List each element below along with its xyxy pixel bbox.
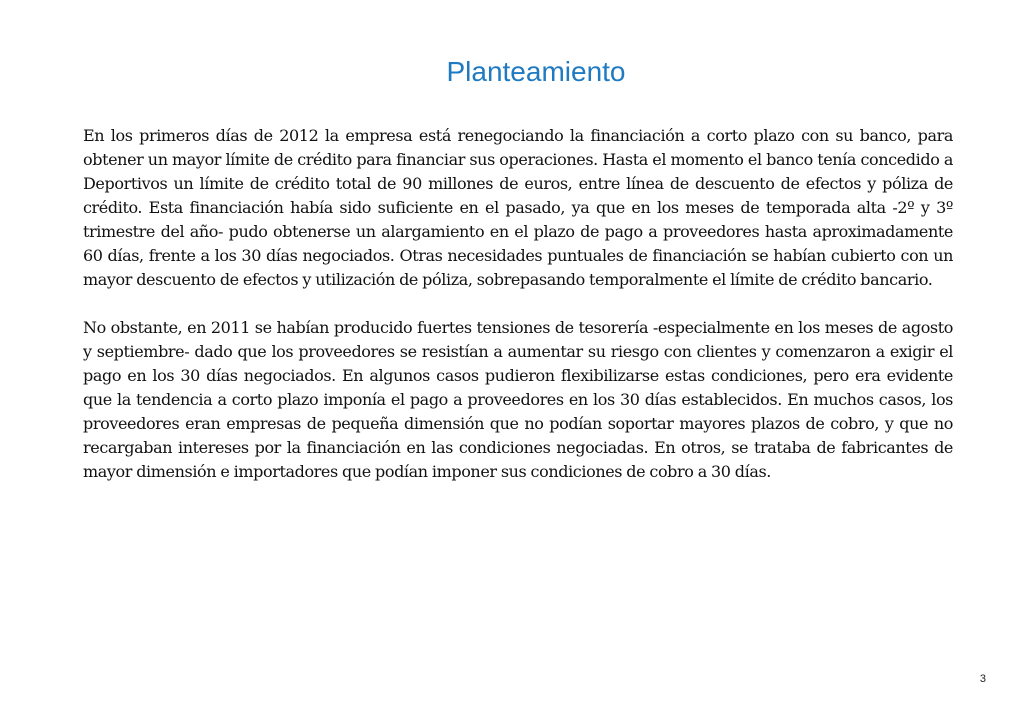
paragraph-1: En los primeros días de 2012 la empresa está renegociando la financiación a corto plazo con su banco, para obtener un mayor límite de crédito para financiar sus operaciones. Hasta el momento el banco tenía concedido a Deportivos un límite de crédito total de 90 millones de euros, entre línea de descuento de efectos y póliza de crédito. Esta financiación había sido suficiente en el pasado, ya que en los meses de temporada alta -2º y 3º trimestre del año- pudo obtenerse un alargamiento en el plazo de pago a proveedores hasta aproximadamente 60 días, frente a los 30 días negociados. Otras necesidades puntuales de financiación se habían cubierto con un mayor descuento de efectos y utilización de póliza, sobrepasando temporalmente el límite de crédito bancario. xyxy=(83,126,953,289)
body-text xyxy=(83,124,953,508)
page-number: 3 xyxy=(979,673,986,685)
paragraph-2: No obstante, en 2011 se habían producido fuertes tensiones de tesorería -especialmente en los meses de agosto y septiembre- dado que los proveedores se resistían a aumentar su riesgo con clientes y comenzaron a exigir el pago en los 30 días negociados. En algunos casos pudieron flexibilizarse estas condiciones, pero era evidente que la tendencia a corto plazo imponía el pago a proveedores en los 30 días establecidos. En muchos casos, los proveedores eran empresas de pequeña dimensión que no podían soportar mayores plazos de cobro, y que no recargaban intereses por la financiación en las condiciones negociadas. En otros, se trataba de fabricantes de mayor dimensión e importadores que podían imponer sus condiciones de cobro a 30 días. xyxy=(83,318,953,481)
page-title: Planteamiento xyxy=(446,56,626,87)
